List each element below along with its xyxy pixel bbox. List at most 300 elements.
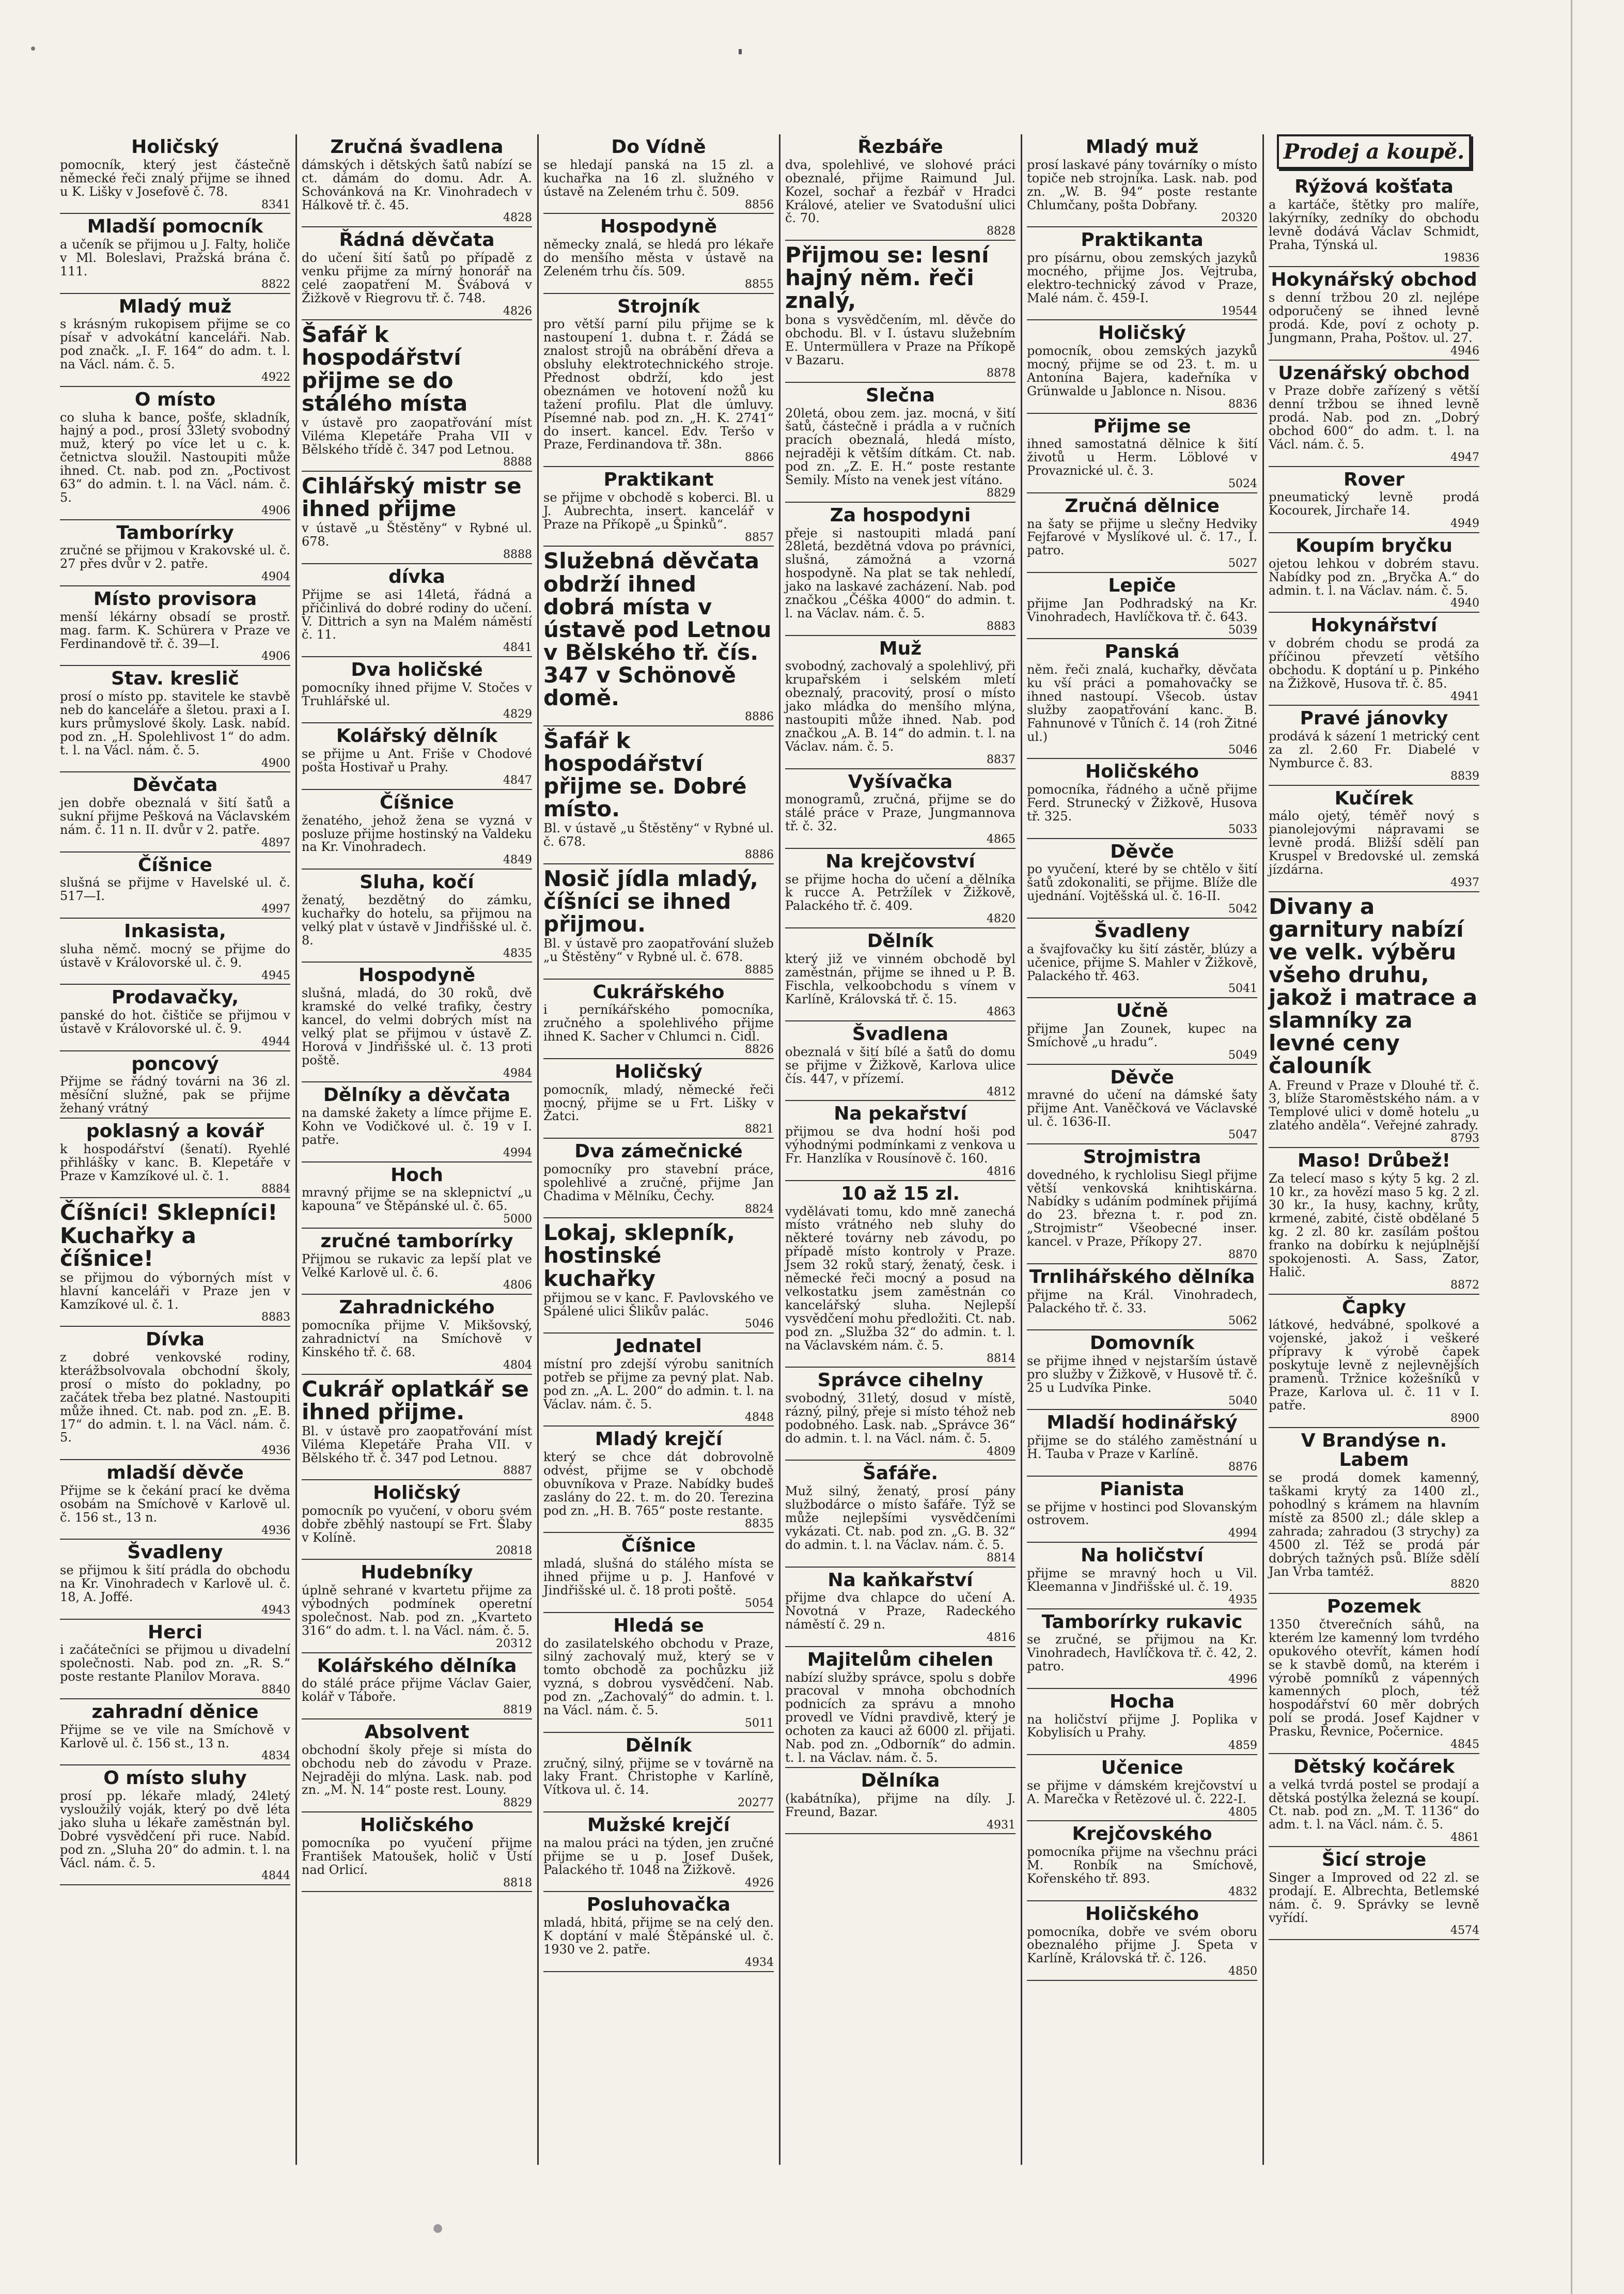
ad-heading: Švadleny (127, 1542, 223, 1563)
ad-heading: Dělníka (861, 1770, 940, 1791)
classified-ad (1269, 613, 1479, 706)
classified-ad (60, 985, 290, 1051)
ad-number: 4816 (987, 1631, 1016, 1645)
ad-number: 4936 (261, 1444, 290, 1458)
ad-heading: Stav. kreslič (111, 668, 239, 690)
ad-heading: Švadlena (852, 1024, 949, 1045)
classified-ad (543, 1059, 774, 1139)
ad-text: do stálé práce přijme Václav Gaier, kolář v Táboře. (302, 1676, 532, 1704)
ad-number: 8886 (745, 848, 774, 861)
ad-heading: Za hospodyni (830, 504, 971, 526)
ad-number: 8824 (745, 1202, 774, 1216)
column-3 (540, 134, 777, 2180)
classified-ad (60, 1540, 290, 1619)
classified-ad (60, 586, 290, 666)
ad-text: nabízí služby správce, spolu s dobře pracoval v mnoha obchodních podnicích za správu a mnoho provedl ve Vídni pravdivě, který je ochoten za kauci až 6000 zl. přijati. Nab. pod zn. „Odborník“ do admin. t. l. na Václav. nám. č. 5. (785, 1670, 1016, 1765)
classified-ad (1027, 1264, 1257, 1330)
ad-number: 4941 (1450, 690, 1479, 703)
classified-ad (302, 723, 532, 789)
ad-text: se přijme ihned v nejstarším ústavě pro služby v Žižkově, v Husově tř. č. 25 u Ludvíka Pinke. (1027, 1353, 1257, 1395)
ad-text: Přijme se k čekání prací ke dvěma osobám na Smíchově v Karlově ul. č. 156 st., 13 n. (60, 1483, 290, 1525)
ad-heading: dívka (388, 566, 445, 587)
classified-ad (302, 657, 532, 723)
ad-text: Bl. v ústavě pro zaopatřování služeb „u Štěstěny“ v Rybné ul. č. 678. (543, 936, 774, 964)
ad-number: 8821 (745, 1123, 774, 1136)
ad-text: se prodá domek kamenný, taškami krytý za 1400 zl., pohodlný s krámem na hlavním místě za 8500 zl.; dále sklep a zahrada; zahradou (3 strychy) za 4500 zl. Též se prodá pár dobrých tažných psů. Blíže sdělí Jan Vrba tamtéž. (1269, 1470, 1479, 1579)
ad-number: 8828 (987, 225, 1016, 238)
ad-number: 4820 (987, 912, 1016, 926)
ad-heading: Trnlihářského dělníka (1029, 1266, 1255, 1288)
classified-ad (302, 1082, 532, 1162)
classified-ad (1027, 1543, 1257, 1609)
ad-heading: Čapky (1342, 1296, 1406, 1318)
classified-ad (1027, 639, 1257, 759)
column-5 (1024, 134, 1260, 2180)
ad-text: ihned samostatná dělnice k šití životů u Herm. Löblové v Provaznické ul. č. 3. (1027, 437, 1257, 478)
ad-number: 4816 (987, 1165, 1016, 1178)
ad-heading: Vyšívačka (848, 771, 953, 793)
ad-text: se hledají panská na 15 zl. a kuchařka na 16 zl. služného v ústavě na Zeleném trhu č. 509. (543, 157, 774, 199)
ad-heading: Dělníky a děvčata (323, 1084, 511, 1106)
ad-heading: Pozemek (1326, 1596, 1422, 1618)
ad-text: i začátečníci se přijmou u divadelní společnosti. Nab. pod zn. „R. S.“ poste restante Planilov Morava. (60, 1642, 290, 1684)
ad-number: 8866 (745, 451, 774, 464)
classified-ad (1269, 1754, 1479, 1847)
ad-heading: Správce cihelny (817, 1370, 983, 1391)
ad-text: který již ve vinném obchodě byl zaměstnán, přijme se ihned u P. B. Fischla, velkoobchodu s vínem v Karlíně, Královská tř. č. 15. (785, 951, 1016, 1006)
ad-text: na malou práci na týden, jen zručné přijme se u p. Josef Dušek, Palackého tř. 1048 na Žižkově. (543, 1835, 774, 1877)
ad-text: a velká tvrdá postel se prodají a dětská postýlka železná se koupí. Ct. nab. pod zn. „M. T. 1136“ do adm. t. l. na Václ. nám. č. 5. (1269, 1777, 1479, 1832)
ad-text: dámských i dětských šatů nabízí se ct. dámám do domu. Adr. A. Schovánková na Kr. Vinohradech v Hálkově tř. č. 45. (302, 157, 532, 212)
ad-heading: Holičského (1085, 761, 1199, 783)
ad-text: a kartáče, štětky pro malíře, lakýrníky, zedníky do obchodu levně dodává Václav Schmidt, Praha, Týnská ul. (1269, 197, 1479, 252)
ad-heading: Rover (1343, 469, 1405, 490)
ad-text: (kabátníka), přijme na díly. J. Freund, Bazar. (785, 1791, 1016, 1819)
ad-heading: Šafář k hospodářství přijme se. Dobré místo. (543, 727, 747, 822)
ad-heading: Hospodyně (358, 965, 476, 986)
ad-number: 8872 (1450, 1278, 1479, 1292)
ad-heading: Pravé jánovky (1300, 708, 1448, 730)
ad-number: 8884 (261, 1182, 290, 1196)
bottom-mark: ● (433, 2222, 443, 2235)
classified-ad (1269, 361, 1479, 467)
classified-ad (1269, 174, 1479, 267)
classified-ad (60, 919, 290, 985)
ad-heading: poncový (131, 1053, 219, 1075)
classified-ad (785, 1461, 1016, 1567)
ad-heading: Kolářský dělník (336, 725, 498, 747)
classified-ad (302, 1812, 532, 1892)
ad-number: 8814 (987, 1551, 1016, 1564)
ad-text: přijme na Král. Vinohradech, Palackého tř. č. 33. (1027, 1287, 1257, 1315)
ad-text: Přijme se asi 14letá, řádná a přičinlivá do dobré rodiny do učení. V. Dittrich a syn na Malém náměstí č. 11. (302, 587, 532, 642)
classified-ad (785, 1568, 1016, 1647)
ad-number: 5047 (1228, 1128, 1257, 1142)
ad-text: mravný přijme se na sklepnictví „u kapouna“ ve Štěpánské ul. č. 65. (302, 1185, 532, 1214)
ad-number: 8818 (503, 1876, 532, 1889)
ad-number: 5042 (1228, 903, 1257, 916)
classified-ad (543, 1733, 774, 1812)
ad-number: 4945 (261, 969, 290, 982)
classified-ad (1269, 467, 1479, 533)
classified-ad (785, 503, 1016, 636)
ad-number: 8900 (1450, 1412, 1479, 1425)
ad-heading: Na krejčovství (825, 850, 975, 872)
ad-heading: Mužské krejčí (587, 1815, 730, 1836)
ad-heading: V Brandýse n. Labem (1301, 1430, 1447, 1471)
ad-text: na šaty se přijme u slečny Hedviky Fejfarové v Myslíkové ul. č. 17., I. patro. (1027, 516, 1257, 558)
classified-ad (1269, 1847, 1479, 1940)
ad-heading: Dva holičské (351, 659, 483, 681)
column-5-ads (1024, 134, 1260, 1981)
ad-number: 5000 (503, 1213, 532, 1226)
classified-ad (543, 1218, 774, 1334)
ad-heading: Inkasista, (124, 920, 226, 942)
ad-heading: Na holičství (1081, 1545, 1204, 1567)
column-4-ads (782, 134, 1019, 1834)
ad-number: 5046 (745, 1318, 774, 1331)
classified-ad (302, 564, 532, 657)
classified-ad (60, 772, 290, 852)
ad-number: 5027 (1228, 557, 1257, 570)
ad-number: 8888 (503, 456, 532, 469)
ad-number: 4906 (261, 650, 290, 663)
ad-number: 5062 (1228, 1314, 1257, 1328)
ad-number: 19544 (1221, 304, 1257, 318)
ad-text: přijme Jan Zounek, kupec na Smíchově „u hradu“. (1027, 1021, 1257, 1049)
ad-number: 8826 (745, 1043, 774, 1057)
ad-text: s krásným rukopisem přijme se co písař v advokátní kanceláři. Nab. pod značk. „I. F. 164“ do adm. t. l. na Václ. nám. č. 5. (60, 317, 290, 372)
classified-ad (1027, 227, 1257, 320)
classified-ad (1269, 1148, 1479, 1295)
ad-text: do zasilatelského obchodu v Praze, silný zachovalý muž, který se v tomto obchodě za pochůzku již vyzná, s dobrou vysvědčení. Nab. pod zn. „Zachovalý“ do admin. t. l. na Václ. nám. č. 5. (543, 1636, 774, 1718)
classified-ad (543, 134, 774, 214)
classified-ad (785, 1181, 1016, 1368)
ad-heading: Posluhovačka (586, 1894, 731, 1916)
ad-heading: Holičský (1098, 322, 1186, 344)
ad-heading: Cihlářský mistr se ihned přijme (302, 473, 522, 522)
ad-heading: Řezbáře (857, 136, 943, 158)
ad-number: 4849 (503, 854, 532, 867)
ad-text: prosí pp. lékaře mladý, 24letý vysloužilý voják, který po dvě léta jako sluha u lékaře zaměstnán byl. Dobré vysvědčení při ruce. Nabíd. pod zn. „Sluha 20“ do admin. t. l. na Václ. nám. č. 5. (60, 1789, 290, 1870)
column-6 (1266, 134, 1482, 2180)
classified-ad (785, 849, 1016, 928)
ad-heading: Děvče (1110, 841, 1174, 862)
classified-ad (785, 134, 1016, 241)
ad-heading: Zahradnického (339, 1297, 495, 1319)
ad-heading: Hledá se (613, 1615, 704, 1636)
ad-number: 8793 (1450, 1132, 1479, 1145)
classified-ad (1027, 1477, 1257, 1543)
ad-text: 20letá, obou zem. jaz. mocná, v šití šatů, částečně i prádla a v ručních pracích obeznalá, hledá místo, nejraději k větším dítkám. Ct. nab. pod zn. „Z. E. H.“ poste restante Semily. Místo na venek jest vítáno. (785, 406, 1016, 488)
classified-ad (60, 1051, 290, 1119)
ad-number: 4859 (1228, 1739, 1257, 1753)
classified-ad (302, 1719, 532, 1812)
classified-ad (60, 387, 290, 520)
ad-text: se zručné, se přijmou na Kr. Vinohradech, Havlíčkova tř. č. 42, 2. patro. (1027, 1632, 1257, 1674)
ad-number: 8878 (987, 366, 1016, 380)
ad-text: 1350 čtverečních sáhů, na kterém lze kamenný lom tvrdého opukového otevřít, kámen hodí se k stavbě domů, na kterém i výrobě pomníků z vápenných kamenných ploch, též hospodářství 60 měr dobrých polí se prodá. Josef Kajdner v Prasku, Řevnice, Počernice. (1269, 1617, 1479, 1739)
ad-text: svobodný, zachovalý a spolehlivý, při krupařském i selském mletí obeznalý, pracovitý, prosí o místo jako mládka do menšího mlýna, nastoupiti může ihned. Nab. pod značkou „A. B. 14“ do admin. t. l. na Václav. nám. č. 5. (785, 659, 1016, 754)
ad-heading: Hospodyně (600, 216, 717, 238)
ad-number: 8888 (503, 548, 532, 562)
ad-heading: Sluha, kočí (360, 872, 474, 893)
ad-number: 5033 (1228, 823, 1257, 836)
ad-text: přeje si nastoupiti mladá paní 28letá, bezdětná vdova po právníci, slušná, zámožná a vzorná hospodyně. Na plat se tak nehledí, jako na laskavé zacházení. Nab. pod značkou „Čéška 4000“ do admin. t. l. na Václav. nám. č. 5. (785, 525, 1016, 621)
classified-ad (785, 636, 1016, 769)
ad-heading: Kučírek (1334, 787, 1414, 809)
ad-heading: Uzenářský obchod (1278, 362, 1470, 384)
classified-ad (1269, 267, 1479, 360)
ad-text: Bl. v ústavě „u Štěstěny“ v Rybné ul. č. 678. (543, 821, 774, 849)
classified-ad (785, 241, 1016, 383)
ad-text: jen dobře obeznalá v šití šatů a sukní přijme Pešková na Václavském nám. č. 11 n. II. dvůr v 2. patře. (60, 796, 290, 837)
classified-ad (785, 1101, 1016, 1181)
ad-heading: Hokynářský obchod (1271, 269, 1477, 291)
ad-text: z dobré venkovské rodiny, kterážbsolvovala obchodní školy, prosí o místo do pokladny, po začátek třeba bez platné. Nastoupiti může ihned. Ct. nab. pod zn. „E. B. 17“ do admin. t. l. na Václ. nám. č. 5. (60, 1350, 290, 1445)
classified-ad (1027, 1755, 1257, 1821)
ad-text: přijmou se v kanc. F. Pavlovského ve Spálené ulici Šlikův palác. (543, 1290, 774, 1319)
ad-heading: Kolářského dělníka (317, 1655, 517, 1677)
ad-text: v dobrém chodu se prodá za příčinou převzetí většího obchodu. K doptání u p. Pinkého na Žižkově, Husova tř. č. 85. (1269, 636, 1479, 691)
classified-ad (60, 1327, 290, 1460)
ad-heading: mladší děvče (106, 1462, 244, 1484)
ad-text: ženatého, jehož žena se vyzná v posluze přijme hostinský na Valdeku na Kr. Vinohradech. (302, 813, 532, 855)
ad-number: 8876 (1228, 1461, 1257, 1474)
ad-text: dovedného, k rychlolisu Siegl přijme větší venkovská knihtiskárna. Nabídky s udáním podmínek přijímá do 23. března t. r. pod zn. „Strojmistr“ Všeobecné inser. kancel. v Praze, Příkopy 27. (1027, 1167, 1257, 1249)
classified-ad (1027, 1821, 1257, 1901)
ad-number: 8814 (987, 1352, 1016, 1365)
column-2-ads (299, 134, 535, 1892)
ad-text: k hospodářství (šenatí). Ryehlé přihlášky v kanc. B. Klepetáře v Praze v Kamzíkové ul. č. 1. (60, 1141, 290, 1183)
ad-number: 4940 (1450, 597, 1479, 610)
ad-heading: Domovník (1089, 1332, 1195, 1354)
ad-heading: Lepiče (1108, 575, 1176, 597)
classified-ad (302, 870, 532, 963)
ad-text: svobodný, 31letý, dosud v místě, rázný, pilný, přeje si místo téhož neb podobného. Lask. nab. „Správce 36“ do admin. t. l. na Václ. nám. č. 5. (785, 1391, 1016, 1446)
ad-text: se přijme hocha do učení a dělníka k rucce A. Petržílek v Žižkově, Palackého tř. č. 409. (785, 872, 1016, 913)
ad-heading: Číšnice (138, 854, 212, 876)
classified-ad (1027, 1609, 1257, 1689)
top-mark (739, 49, 742, 54)
ad-text: na holičství přijme J. Poplika v Kobylisích u Prahy. (1027, 1712, 1257, 1740)
ad-number: 4926 (745, 1876, 774, 1889)
ad-heading: Děvčata (132, 774, 218, 796)
ad-text: na damské žakety a límce přijme E. Kohn ve Vodičkové ul. č. 19 v I. patře. (302, 1106, 532, 1147)
column-1 (57, 134, 293, 2180)
ad-text: Přijme se řádný továrni na 36 zl. měsíční služné, pak se přijme žehaný vrátný (60, 1074, 290, 1116)
ad-heading: Služebná děvčata obdrží ihned dobrá místa v ústavě pod Letnou v Bělského tř. čís. 347 v Schönově domě. (543, 548, 772, 710)
ad-heading: Krejčovského (1072, 1823, 1212, 1845)
classified-ad (302, 790, 532, 870)
ad-number: 4829 (503, 707, 532, 721)
ad-text: ojetou lehkou v dobrém stavu. Nabídky pod zn. „Bryčka A.“ do admin. t. l. na Václav. nám. č. 5. (1269, 556, 1479, 598)
ad-number: 4997 (261, 903, 290, 916)
classified-ad (785, 928, 1016, 1021)
ad-heading: Řádná děvčata (339, 229, 495, 251)
ad-text: přijme se do stálého zaměstnání u H. Tauba v Praze v Karlíně. (1027, 1433, 1257, 1462)
ad-number: 8839 (1450, 769, 1479, 783)
ad-heading: Tamborírky rukavic (1041, 1611, 1243, 1633)
classified-ad (543, 214, 774, 293)
ad-number: 4809 (987, 1445, 1016, 1458)
ad-text: dva, spolehlivé, ve slohové práci obeznalé, přijme Raimund Jul. Kozel, sochař a řezbář v Hradci Králové, atelier ve Svatodušní ulici č. 70. (785, 157, 1016, 226)
ad-text: pomocníka, řádného a učně přijme Ferd. Strunecký v Žižkově, Husova tř. 325. (1027, 782, 1257, 824)
classified-ad (543, 1892, 774, 1972)
ad-heading: Lokaj, sklepník, hostinské kuchařky (543, 1220, 735, 1291)
ad-heading: Zručná švadlena (330, 136, 504, 158)
ad-heading: Šafář k hospodářství přijme se do stálého místa (302, 322, 468, 416)
ad-heading: Hocha (1109, 1691, 1175, 1712)
ad-text: německy znalá, se hledá pro lékaře do menšího města v ústavě na Zeleném trhu čís. 509. (543, 237, 774, 278)
ad-number: 20277 (738, 1796, 774, 1810)
classified-ad (1027, 134, 1257, 227)
ad-heading: Mladý muž (118, 296, 232, 317)
ad-number: 4863 (987, 1005, 1016, 1019)
ad-text: přijme Jan Podhradský na Kr. Vinohradech, Havlíčkova tř. č. 643. (1027, 596, 1257, 624)
ad-number: 8829 (503, 1796, 532, 1810)
classified-ad (60, 294, 290, 387)
classified-ad (1027, 759, 1257, 839)
ad-number: 4944 (261, 1035, 290, 1048)
ad-number: 4949 (1450, 517, 1479, 531)
ad-text: slušná se přijme v Havelské ul. č. 517—I. (60, 875, 290, 904)
column-2 (299, 134, 535, 2180)
ad-heading: Šafáře. (862, 1463, 939, 1484)
classified-ad (60, 214, 290, 293)
ad-text: monogramů, zručná, přijme se do stálé práce v Praze, Jungmannova tř. č. 32. (785, 792, 1016, 834)
classified-ad (60, 134, 290, 214)
ad-number: 8855 (745, 277, 774, 291)
column-rule-2 (537, 134, 539, 2165)
ad-heading: Dělník (867, 931, 934, 952)
ad-text: přijme dva chlapce do učení A. Novotná v Praze, Radeckého náměstí č. 29 n. (785, 1590, 1016, 1632)
column-4 (782, 134, 1019, 2180)
classified-ad (302, 472, 532, 564)
ad-number: 5040 (1228, 1394, 1257, 1407)
ad-text: látkové, hedvábné, spolkové a vojenské, jakož i veškeré přípravy k výrobě čapek poskytuje levně z nejlevnějších pramenů. Tržnice kožešníků v Praze, Karlova ul. č. 11 v I. patře. (1269, 1318, 1479, 1413)
ad-text: mladá, hbitá, přijme se na celý den. K doptání v malé Štěpánské ul. č. 1930 ve 2. patře. (543, 1915, 774, 1957)
ad-heading: Nosič jídla mladý, číšníci se ihned přijmou. (543, 865, 758, 937)
ad-number: 20818 (496, 1544, 532, 1557)
ad-text: Bl. v ústavě pro zaopatřování míst Viléma Klepetáře Praha VII. v Bělského tř. č. 347 pod Letnou. (302, 1423, 532, 1465)
ad-heading: Holičský (615, 1061, 702, 1082)
classified-ad (1269, 786, 1479, 892)
classified-ad (1027, 1901, 1257, 1981)
ad-heading: poklasný a kovář (86, 1121, 264, 1142)
classified-ad (302, 1480, 532, 1560)
ad-number: 4804 (503, 1358, 532, 1372)
left-edge-mark (31, 47, 35, 51)
ad-number: 20312 (496, 1637, 532, 1650)
ad-number: 4828 (503, 211, 532, 225)
ad-text: menší lékárny obsadí se prostř. mag. farm. K. Schürera v Praze ve Ferdinandově tř. č. 39—I. (60, 609, 290, 651)
classifieds-page (57, 134, 1482, 2180)
classified-ad (785, 1647, 1016, 1768)
classified-ad (60, 1119, 290, 1198)
ad-heading: Strojmistra (1083, 1146, 1201, 1168)
classified-ad (543, 1139, 774, 1218)
ad-text: se přijmou k šití prádla do obchodu na Kr. Vinohradech v Karlově ul. č. 18, A. Joffé. (60, 1563, 290, 1604)
ad-number: 8885 (745, 963, 774, 977)
ad-text: pomocník, který jest částečně německé řeči znalý přijme se ihned u K. Lišky v Josefově č. 78. (60, 157, 290, 199)
ad-text: prosí o místo pp. stavitele ke stavbě neb do kanceláře a šletou. praxi a I. kurs průmyslové školy. Lask. nabíd. pod zn. „H. Spolehlivost 1“ do adm. t. l. na Václ. nám. č. 5. (60, 689, 290, 757)
classified-ad (785, 1021, 1016, 1101)
ad-heading: Šicí stroje (1321, 1849, 1427, 1871)
classified-ad (785, 1768, 1016, 1834)
classified-ad (1027, 839, 1257, 919)
ad-text: pomocník po vyučení, v oboru svém dobře zběhlý nastoupí se Frt. Šlaby v Kolíně. (302, 1503, 532, 1545)
ad-text: obeznalá v šití bílé a šatů do domu se přijme v Žižkově, Karlova ulice čís. 447, v přízemí. (785, 1045, 1016, 1086)
ad-number: 8835 (745, 1517, 774, 1530)
ad-heading: Číšnice (380, 792, 454, 813)
ad-heading: Na pekařství (834, 1103, 967, 1125)
ad-number: 4946 (1450, 344, 1479, 358)
ad-number: 8837 (987, 753, 1016, 766)
ad-number: 4865 (987, 833, 1016, 846)
ad-number: 8819 (503, 1703, 532, 1717)
ad-text: pomocníka přijme na všechnu práci M. Ronbík na Smíchově, Kořenského tř. 893. (1027, 1845, 1257, 1886)
ad-number: 8840 (261, 1683, 290, 1697)
ad-number: 4834 (261, 1749, 290, 1763)
ad-text: co sluha k bance, pošťe, skladník, hajný a pod., prosí 33letý svobodný muž, který po více let u c. k. četnictva sloužil. Nastoupiti může ihned. Ct. nab. pod zn. „Poctivost 63“ do admin. t. l. na Václ. nám. č. 5. (60, 410, 290, 505)
ad-number: 5054 (745, 1597, 774, 1610)
classified-ad (1027, 320, 1257, 413)
classified-ad (302, 1560, 532, 1653)
classified-ad (543, 864, 774, 980)
ad-number: 4832 (1228, 1885, 1257, 1898)
ad-text: s denní tržbou 20 zl. nejlépe odporučený se ihned levně prodá. Kde, poví z ochoty p. Jungmann, Praha, Poštov. ul. 27. (1269, 290, 1479, 345)
ad-number: 8856 (745, 198, 774, 211)
ad-text: pomocníka po vyučení přijme František Matoušek, holič v Ústí nad Orlicí. (302, 1835, 532, 1877)
ad-text: se přijmou do výborných míst v hlavní kanceláři v Praze jen v Kamzíkové ul. č. 1. (60, 1270, 290, 1312)
classified-ad (1027, 573, 1257, 639)
ad-text: prodává k sázení 1 metrický cent za zl. 2.60 Fr. Diabelé v Nymburce č. 83. (1269, 729, 1479, 771)
column-rule-4 (1021, 134, 1022, 2165)
ad-heading: Děvče (1110, 1066, 1174, 1088)
ad-text: pomocníka, dobře ve svém oboru obeznalého přijme J. Speta v Karlíně, Královská tř. č. 126. (1027, 1924, 1257, 1966)
ad-number: 4947 (1450, 451, 1479, 464)
classified-ad (1027, 414, 1257, 493)
ad-number: 5011 (745, 1716, 774, 1730)
ad-text: bona s vysvědčením, ml. děvče do obchodu. Bl. v I. ústavu služebním E. Untermüllera v Praze na Příkopě v Bazaru. (785, 313, 1016, 368)
ad-text: prosí laskavé pány továrníky o místo topiče neb strojníka. Lask. nab. pod zn. „W. B. 94“ poste restante Chlumčany, pošta Dobřany. (1027, 157, 1257, 212)
ad-number: 19836 (1443, 251, 1479, 265)
ad-heading: Rýžová košťata (1294, 176, 1454, 198)
ad-number: 4806 (503, 1279, 532, 1292)
ad-heading: Pianista (1100, 1478, 1184, 1500)
ad-heading: Cukrářského (592, 981, 725, 1003)
ad-number: 4937 (1450, 876, 1479, 889)
ad-heading: Učně (1116, 1000, 1168, 1022)
ad-number: 4994 (1228, 1527, 1257, 1540)
classified-ad (1269, 706, 1479, 785)
classified-ad (1027, 1410, 1257, 1476)
ad-text: úplně sehrané v kvartetu přijme za výbodných podmínek operetní společnost. Nab. pod zn. „Kvarteto 316“ do adm. t. l. na Václ. nám. č. 5. (302, 1583, 532, 1638)
classified-ad (1027, 998, 1257, 1064)
classified-ad (543, 726, 774, 864)
ad-text: pomocníky ihned přijme V. Stočes v Truhlářské ul. (302, 680, 532, 708)
ad-number: 4922 (261, 370, 290, 384)
ad-text: A. Freund v Praze v Dlouhé tř. č. 3, blíže Staroměstského nám. a v Templové ulici v domě hotelu „u zlatého anděla“. Veřejné zahrady. (1269, 1078, 1479, 1133)
ad-text: a švajfovačky ku šití zástěr, blúzy a učenice, přijme S. Mahler v Žižkově, Palackého tř. 463. (1027, 941, 1257, 983)
classified-ad (302, 1229, 532, 1295)
ad-number: 4994 (503, 1146, 532, 1159)
column-rule-3 (779, 134, 780, 2165)
ad-text: obchodní školy přeje si místa do obchodu neb do závodu v Praze. Nejraději do mlýna. Lask. nab. pod zn. „M. N. 14“ poste rest. Louny. (302, 1742, 532, 1797)
ad-heading: Dva zámečnické (574, 1141, 743, 1163)
classified-ad (543, 1427, 774, 1533)
